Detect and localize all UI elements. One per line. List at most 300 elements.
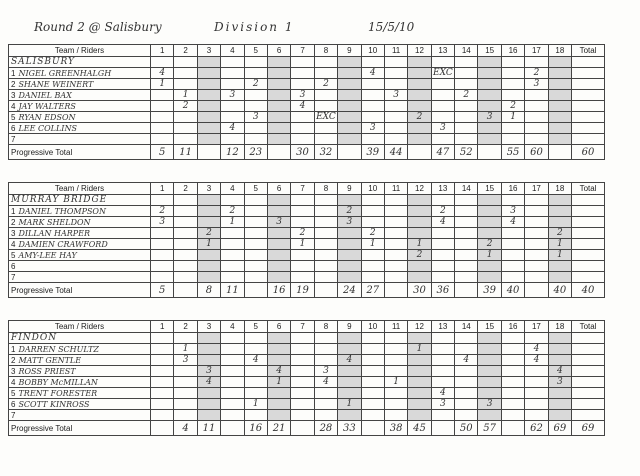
score-cell — [431, 101, 454, 112]
score-cell — [244, 388, 267, 399]
empty-cell — [338, 195, 361, 206]
score-value: 2 — [159, 206, 166, 216]
score-cell — [455, 410, 478, 421]
rider-row — [9, 410, 605, 421]
heat-number-header: 11 — [384, 183, 407, 195]
score-cell — [197, 399, 220, 410]
rider-name: SCOTT KINROSS — [18, 399, 90, 409]
team-riders-header: Team / Riders — [9, 183, 151, 195]
empty-cell — [548, 57, 571, 68]
score-cell — [291, 217, 314, 228]
score-cell — [431, 90, 454, 101]
score-value: 3 — [556, 377, 563, 387]
score-cell — [525, 79, 548, 90]
team-table-3 — [8, 320, 605, 436]
score-cell — [384, 68, 407, 79]
score-cell — [174, 377, 197, 388]
score-cell — [314, 272, 337, 283]
score-cell — [384, 366, 407, 377]
progressive-cell — [408, 421, 431, 436]
score-cell — [338, 134, 361, 145]
progressive-cell — [501, 283, 524, 298]
progressive-cell — [525, 145, 548, 160]
heat-number-header: 7 — [291, 321, 314, 333]
rider-number: 1 — [11, 206, 16, 216]
rider-cell — [9, 90, 151, 101]
score-cell — [221, 134, 244, 145]
progressive-value: 38 — [389, 422, 403, 434]
score-value: 2 — [206, 228, 212, 238]
score-cell — [548, 101, 571, 112]
score-value: 1 — [393, 377, 399, 387]
score-cell — [525, 101, 548, 112]
score-cell — [455, 228, 478, 239]
progressive-value: 32 — [319, 146, 333, 158]
rider-name: AMY-LEE HAY — [18, 250, 77, 260]
score-cell — [267, 239, 290, 250]
empty-cell — [455, 333, 478, 344]
score-value: 3 — [276, 217, 283, 227]
score-cell — [455, 355, 478, 366]
progressive-cell — [361, 421, 384, 436]
rider-cell — [9, 112, 151, 123]
score-cell — [478, 112, 501, 123]
score-cell — [151, 239, 174, 250]
score-cell — [267, 134, 290, 145]
score-cell — [501, 366, 524, 377]
progressive-value: 5 — [159, 146, 166, 158]
score-cell — [291, 134, 314, 145]
score-cell — [314, 399, 337, 410]
score-cell — [314, 355, 337, 366]
progressive-value: 44 — [389, 146, 403, 158]
progressive-value: 36 — [436, 284, 450, 296]
score-cell — [455, 68, 478, 79]
score-cell — [361, 101, 384, 112]
rider-number: 6 — [11, 399, 16, 409]
score-value: 2 — [463, 90, 470, 100]
heat-number-header: 6 — [267, 45, 290, 57]
score-cell — [478, 206, 501, 217]
score-value: 1 — [229, 217, 236, 227]
rider-cell — [9, 250, 151, 261]
score-cell — [525, 134, 548, 145]
total-header: Total — [572, 45, 605, 57]
empty-cell — [244, 195, 267, 206]
empty-cell — [151, 333, 174, 344]
score-cell — [174, 366, 197, 377]
score-cell — [384, 355, 407, 366]
score-cell — [548, 410, 571, 421]
score-cell — [548, 112, 571, 123]
score-cell — [455, 239, 478, 250]
progressive-value: 55 — [506, 146, 520, 158]
score-cell — [478, 366, 501, 377]
score-cell — [455, 250, 478, 261]
score-cell — [408, 206, 431, 217]
progressive-value: 19 — [296, 284, 309, 296]
empty-cell — [384, 57, 407, 68]
heat-number-header: 16 — [501, 321, 524, 333]
score-cell — [361, 261, 384, 272]
score-cell — [431, 228, 454, 239]
rider-name: TRENT FORESTER — [18, 388, 98, 398]
score-cell — [384, 217, 407, 228]
score-cell — [525, 239, 548, 250]
score-value: 3 — [346, 217, 353, 227]
score-cell — [291, 377, 314, 388]
score-cell — [525, 217, 548, 228]
progressive-value: 62 — [530, 422, 543, 434]
score-cell — [431, 68, 454, 79]
score-cell — [221, 355, 244, 366]
score-cell — [501, 228, 524, 239]
heat-number-header: 2 — [174, 321, 197, 333]
score-cell — [361, 112, 384, 123]
progressive-value: 47 — [436, 146, 450, 158]
score-cell — [338, 344, 361, 355]
score-cell — [361, 366, 384, 377]
score-value: 1 — [299, 239, 306, 249]
empty-cell — [572, 57, 605, 68]
score-cell — [361, 206, 384, 217]
score-cell — [267, 399, 290, 410]
score-cell — [548, 206, 571, 217]
score-cell — [478, 68, 501, 79]
score-cell — [525, 388, 548, 399]
score-cell — [455, 377, 478, 388]
score-cell — [314, 90, 337, 101]
score-cell — [525, 68, 548, 79]
score-cell — [174, 239, 197, 250]
progressive-cell — [361, 283, 384, 298]
heat-number-header: 7 — [291, 45, 314, 57]
heat-number-header: 18 — [548, 45, 571, 57]
progressive-total-label: Progressive Total — [9, 421, 151, 436]
score-cell — [361, 410, 384, 421]
progressive-value: 69 — [553, 422, 567, 434]
score-cell — [408, 410, 431, 421]
progressive-cell — [221, 421, 244, 436]
score-cell — [244, 344, 267, 355]
score-cell — [384, 410, 407, 421]
progressive-value: 57 — [483, 422, 497, 434]
progressive-cell — [314, 421, 337, 436]
rider-total-cell — [572, 217, 605, 228]
score-cell — [431, 79, 454, 90]
rider-row — [9, 101, 605, 112]
score-cell — [408, 272, 431, 283]
progressive-value: 24 — [342, 284, 356, 296]
score-cell — [361, 272, 384, 283]
score-value: 3 — [393, 90, 399, 100]
score-cell — [548, 90, 571, 101]
progressive-cell — [384, 283, 407, 298]
progressive-cell — [455, 421, 478, 436]
heat-number-header: 17 — [525, 321, 548, 333]
progressive-cell — [501, 145, 524, 160]
score-cell — [408, 399, 431, 410]
rider-total-cell — [572, 366, 605, 377]
score-cell — [291, 388, 314, 399]
score-cell — [548, 79, 571, 90]
score-cell — [478, 79, 501, 90]
score-value: 3 — [510, 206, 516, 216]
score-cell — [338, 217, 361, 228]
score-cell — [431, 250, 454, 261]
heat-number-header: 14 — [455, 183, 478, 195]
score-cell — [314, 261, 337, 272]
score-value: 3 — [159, 217, 166, 227]
empty-cell — [174, 333, 197, 344]
score-cell — [221, 101, 244, 112]
score-cell — [478, 377, 501, 388]
team-total-value: 40 — [581, 284, 595, 296]
score-value: 3 — [533, 79, 540, 89]
rider-row — [9, 112, 605, 123]
empty-cell — [314, 195, 337, 206]
total-header: Total — [572, 321, 605, 333]
empty-cell — [361, 57, 384, 68]
score-cell — [244, 206, 267, 217]
score-value: 3 — [440, 399, 446, 409]
score-cell — [314, 366, 337, 377]
progressive-value: 30 — [413, 284, 426, 296]
heat-number-header: 10 — [361, 321, 384, 333]
score-cell — [548, 123, 571, 134]
score-value: 2 — [299, 228, 306, 238]
empty-cell — [384, 333, 407, 344]
progressive-cell — [478, 421, 501, 436]
rider-row — [9, 272, 605, 283]
score-cell — [431, 239, 454, 250]
score-cell — [244, 366, 267, 377]
score-cell — [197, 134, 220, 145]
rider-cell — [9, 355, 151, 366]
round-title: Round 2 @ Salisbury — [34, 20, 162, 34]
score-cell — [291, 206, 314, 217]
score-cell — [525, 366, 548, 377]
score-cell — [431, 410, 454, 421]
rider-cell — [9, 101, 151, 112]
score-value: 1 — [182, 90, 189, 100]
progressive-value: 39 — [366, 146, 380, 158]
team-table-1 — [8, 44, 605, 160]
rider-cell — [9, 399, 151, 410]
score-cell — [244, 134, 267, 145]
heat-number-header: 4 — [221, 183, 244, 195]
score-cell — [408, 68, 431, 79]
heat-number-header: 1 — [151, 321, 174, 333]
score-cell — [361, 377, 384, 388]
progressive-cell — [431, 421, 454, 436]
score-cell — [431, 217, 454, 228]
score-cell — [267, 355, 290, 366]
score-cell — [267, 250, 290, 261]
empty-cell — [197, 333, 220, 344]
progressive-value: 16 — [272, 284, 286, 296]
score-cell — [197, 101, 220, 112]
score-cell — [455, 344, 478, 355]
progressive-cell — [548, 421, 571, 436]
score-cell — [151, 388, 174, 399]
score-value: 1 — [486, 250, 493, 260]
score-cell — [244, 239, 267, 250]
score-cell — [267, 377, 290, 388]
empty-cell — [151, 195, 174, 206]
rider-cell — [9, 239, 151, 250]
score-cell — [267, 388, 290, 399]
score-value: 4 — [533, 355, 540, 365]
progressive-value: 16 — [249, 422, 263, 434]
score-cell — [314, 228, 337, 239]
score-cell — [338, 90, 361, 101]
empty-cell — [221, 57, 244, 68]
team-total-cell — [572, 421, 605, 436]
score-cell — [151, 272, 174, 283]
score-cell — [408, 101, 431, 112]
heat-number-header: 18 — [548, 183, 571, 195]
score-cell — [267, 272, 290, 283]
score-cell — [384, 79, 407, 90]
rider-number: 5 — [11, 250, 16, 260]
score-cell — [221, 366, 244, 377]
score-cell — [151, 68, 174, 79]
empty-cell — [501, 333, 524, 344]
progressive-value: 40 — [553, 284, 567, 296]
rider-name: NIGEL GREENHALGH — [18, 68, 112, 78]
rider-row — [9, 79, 605, 90]
score-cell — [338, 68, 361, 79]
progressive-cell — [408, 283, 431, 298]
score-cell — [384, 90, 407, 101]
score-cell — [408, 123, 431, 134]
progressive-value: 11 — [179, 146, 192, 158]
score-cell — [384, 250, 407, 261]
progressive-cell — [455, 145, 478, 160]
progressive-cell — [267, 283, 290, 298]
score-cell — [548, 388, 571, 399]
score-cell — [197, 123, 220, 134]
score-cell — [267, 206, 290, 217]
score-cell — [291, 123, 314, 134]
score-cell — [197, 377, 220, 388]
score-cell — [338, 112, 361, 123]
score-cell — [501, 134, 524, 145]
heat-number-header: 15 — [478, 321, 501, 333]
score-cell — [221, 79, 244, 90]
empty-cell — [197, 195, 220, 206]
progressive-cell — [408, 145, 431, 160]
rider-number: 4 — [11, 377, 16, 387]
score-cell — [291, 79, 314, 90]
score-cell — [197, 261, 220, 272]
score-cell — [525, 399, 548, 410]
rider-name: MATT GENTLE — [18, 355, 82, 365]
score-cell — [267, 68, 290, 79]
heat-number-header: 2 — [174, 45, 197, 57]
rider-name: JAY WALTERS — [18, 101, 76, 111]
rider-name: DILLAN HARPER — [18, 228, 90, 238]
score-cell — [267, 344, 290, 355]
progressive-cell — [197, 283, 220, 298]
score-cell — [244, 90, 267, 101]
score-cell — [291, 355, 314, 366]
score-value: 2 — [346, 206, 353, 216]
empty-cell — [408, 57, 431, 68]
rider-total-cell — [572, 388, 605, 399]
score-cell — [267, 261, 290, 272]
progressive-value: 21 — [272, 422, 286, 434]
score-cell — [384, 101, 407, 112]
rider-row — [9, 366, 605, 377]
score-cell — [174, 217, 197, 228]
score-cell — [244, 101, 267, 112]
score-cell — [431, 123, 454, 134]
score-value: 2 — [510, 101, 516, 111]
team-total-cell — [572, 283, 605, 298]
rider-name: RYAN EDSON — [18, 112, 76, 122]
rider-total-cell — [572, 123, 605, 134]
rider-cell — [9, 388, 151, 399]
rider-row — [9, 250, 605, 261]
empty-cell — [291, 333, 314, 344]
score-cell — [174, 250, 197, 261]
rider-number: 2 — [11, 217, 16, 227]
score-cell — [501, 123, 524, 134]
score-value: 2 — [369, 228, 376, 238]
heat-number-header: 13 — [431, 183, 454, 195]
score-cell — [525, 410, 548, 421]
score-cell — [174, 228, 197, 239]
score-cell — [455, 388, 478, 399]
progressive-cell — [338, 283, 361, 298]
score-cell — [338, 250, 361, 261]
rider-cell — [9, 68, 151, 79]
score-value: 1 — [159, 79, 166, 89]
score-cell — [361, 134, 384, 145]
heat-number-header: 13 — [431, 45, 454, 57]
score-cell — [525, 112, 548, 123]
progressive-value: 27 — [366, 284, 380, 296]
score-value: 3 — [252, 112, 259, 122]
heat-number-header: 8 — [314, 321, 337, 333]
score-cell — [478, 261, 501, 272]
score-cell — [197, 79, 220, 90]
score-cell — [174, 272, 197, 283]
progressive-cell — [501, 421, 524, 436]
rider-number: 1 — [11, 68, 16, 78]
empty-cell — [314, 333, 337, 344]
score-cell — [478, 134, 501, 145]
progressive-cell — [338, 145, 361, 160]
score-cell — [455, 79, 478, 90]
score-cell — [548, 250, 571, 261]
score-value: 3 — [486, 399, 493, 409]
score-value: 3 — [299, 90, 306, 100]
rider-row — [9, 344, 605, 355]
heat-number-header: 17 — [525, 45, 548, 57]
progressive-value: 45 — [413, 422, 426, 434]
score-cell — [338, 399, 361, 410]
heat-number-header: 13 — [431, 321, 454, 333]
score-cell — [361, 90, 384, 101]
score-cell — [525, 206, 548, 217]
rider-name: LEE COLLINS — [18, 123, 77, 133]
score-cell — [478, 250, 501, 261]
score-cell — [361, 344, 384, 355]
empty-cell — [572, 195, 605, 206]
